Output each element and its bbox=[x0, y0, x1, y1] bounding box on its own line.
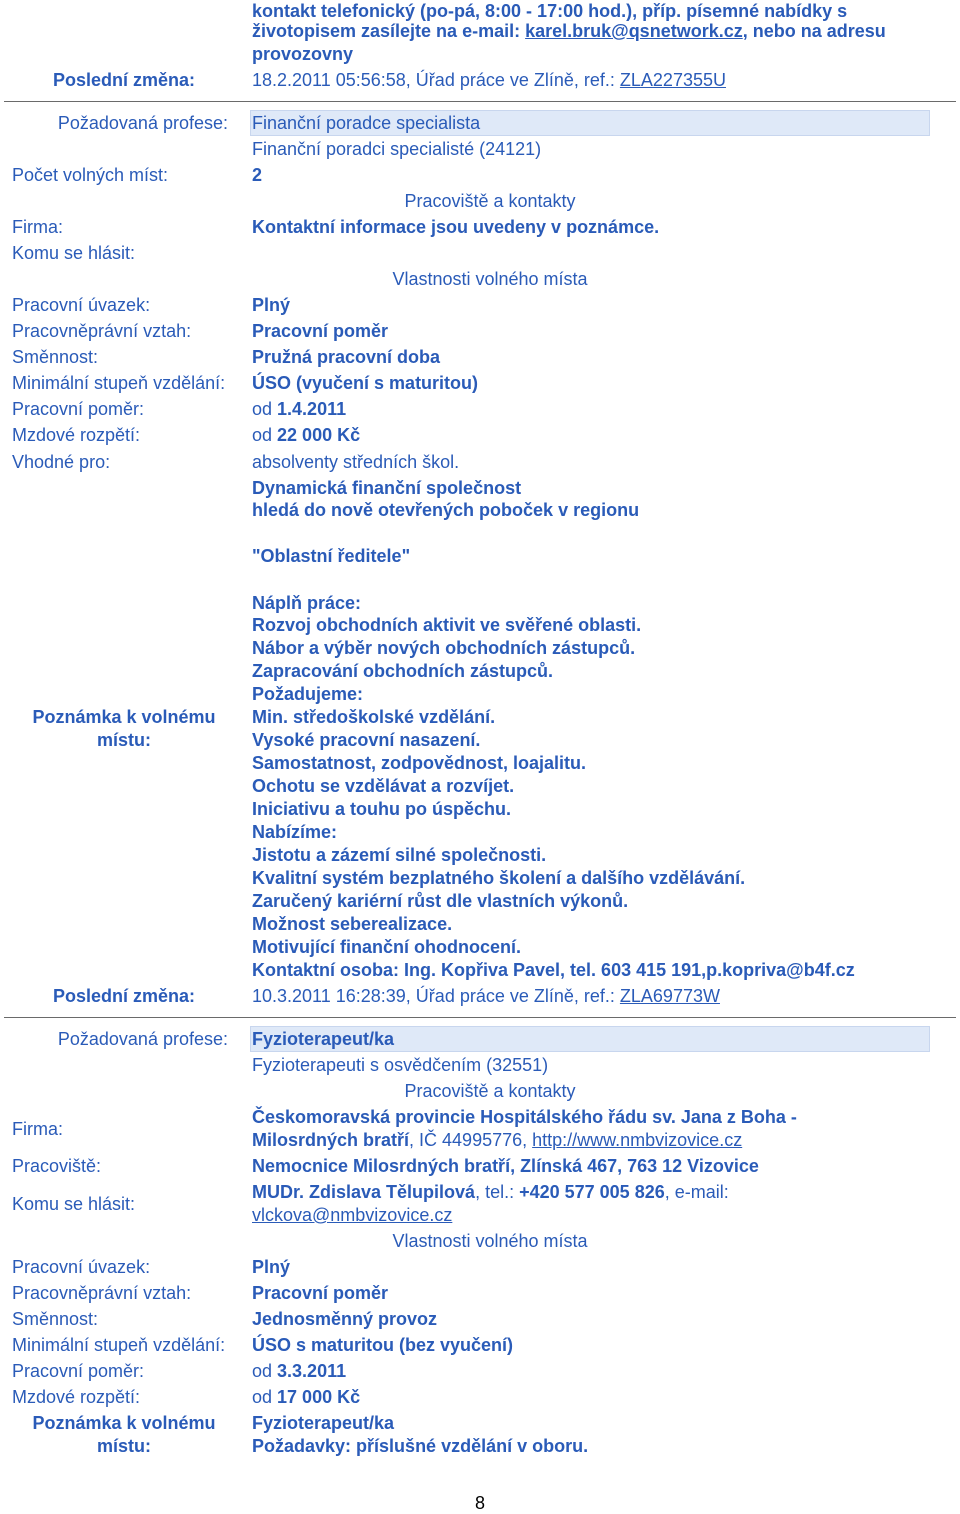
job1-employment-label: Pracovní poměr: bbox=[12, 399, 145, 419]
job2-employment bbox=[252, 1360, 346, 1382]
job2-relation: Pracovní poměr bbox=[252, 1283, 389, 1303]
job1-note-line: "Oblastní ředitele" bbox=[252, 546, 411, 566]
job2-firm-label: Firma: bbox=[12, 1119, 63, 1139]
job1-note-line: Jistotu a zázemí silné společnosti. bbox=[252, 845, 547, 865]
job1-note-line: Nábor a výběr nových obchodních zástupců. bbox=[252, 638, 636, 658]
job2-relation-label: Pracovněprávní vztah: bbox=[12, 1283, 192, 1303]
job1-relation: Pracovní poměr bbox=[252, 321, 389, 341]
prev-contact-line-3: provozovny bbox=[252, 44, 354, 64]
job2-salary-amount: 17 000 Kč bbox=[277, 1387, 361, 1407]
job2-education: ÚSO s maturitou (bez vyučení) bbox=[252, 1335, 514, 1355]
job1-workplace-heading: Pracoviště a kontakty bbox=[404, 191, 576, 211]
prev-last-change-text: 18.2.2011 05:56:58, Úřad práce ve Zlíně, ref.: bbox=[252, 70, 620, 90]
job2-firm-name: Milosrdných bratří bbox=[252, 1130, 410, 1150]
job2-employment-prefix: od bbox=[252, 1361, 278, 1381]
job2-contact-tel: +420 577 005 826 bbox=[519, 1182, 665, 1202]
prev-contact-line-2 bbox=[252, 20, 886, 42]
job1-last-change-value bbox=[252, 985, 720, 1007]
job1-props-heading: Vlastnosti volného místa bbox=[392, 269, 588, 289]
job2-workplace-label: Pracoviště: bbox=[12, 1156, 102, 1176]
job1-education: ÚSO (vyučení s maturitou) bbox=[252, 373, 479, 393]
section-divider bbox=[4, 1017, 956, 1018]
prev-contact-text-end: , nebo na adresu bbox=[742, 21, 886, 41]
job1-contact-label: Komu se hlásit: bbox=[12, 243, 136, 263]
job1-workload-label: Pracovní úvazek: bbox=[12, 295, 151, 315]
job1-note-line: Požadujeme: bbox=[252, 684, 364, 704]
job1-suitable: absolventy středních škol. bbox=[252, 452, 460, 472]
job2-firm-line-2 bbox=[252, 1129, 742, 1151]
job2-shift: Jednosměnný provoz bbox=[252, 1309, 438, 1329]
prev-contact-email-link[interactable]: karel.bruk@qsnetwork.cz bbox=[525, 21, 743, 41]
job2-salary-label: Mzdové rozpětí: bbox=[12, 1387, 141, 1407]
job1-profession: Finanční poradce specialista bbox=[252, 113, 481, 133]
job2-shift-label: Směnnost: bbox=[12, 1309, 99, 1329]
job2-salary bbox=[252, 1386, 360, 1408]
job1-note-label-2: místu: bbox=[97, 730, 151, 750]
job2-education-label: Minimální stupeň vzdělání: bbox=[12, 1335, 226, 1355]
job2-contact-name: MUDr. Zdislava Tělupilová bbox=[252, 1182, 476, 1202]
job1-positions: 2 bbox=[252, 165, 263, 185]
job2-firm-line-1: Českomoravská provincie Hospitálského řádu sv. Jana z Boha - bbox=[252, 1107, 797, 1127]
prev-last-change-value bbox=[252, 69, 726, 91]
job1-note-line: Iniciativu a touhu po úspěchu. bbox=[252, 799, 512, 819]
job1-note-line: Zapracování obchodních zástupců. bbox=[252, 661, 554, 681]
job1-workload: Plný bbox=[252, 295, 291, 315]
job1-note-line: Zaručený kariérní růst dle vlastních výkonů. bbox=[252, 891, 629, 911]
job1-suitable-label: Vhodné pro: bbox=[12, 452, 111, 472]
job1-note-label: Poznámka k volnému bbox=[32, 707, 216, 727]
job2-profession-label: Požadovaná profese: bbox=[57, 1029, 228, 1049]
job1-note-line: Kvalitní systém bezplatného školení a dalšího vzdělávání. bbox=[252, 868, 746, 888]
job1-employment-date: 1.4.2011 bbox=[277, 399, 347, 419]
job1-note-line: Samostatnost, zodpovědnost, loajalitu. bbox=[252, 753, 587, 773]
job1-note-line: hledá do nově otevřených poboček v regionu bbox=[252, 500, 640, 520]
job2-salary-prefix: od bbox=[252, 1387, 278, 1407]
job2-firm-ico: , IČ 44995776, bbox=[409, 1130, 533, 1150]
job1-note-line: Vysoké pracovní nasazení. bbox=[252, 730, 481, 750]
job1-shift: Pružná pracovní doba bbox=[252, 347, 441, 367]
job2-note-label: Poznámka k volnému bbox=[32, 1413, 216, 1433]
job1-note-line: Nabízíme: bbox=[252, 822, 338, 842]
job1-salary-label: Mzdové rozpětí: bbox=[12, 425, 141, 445]
job2-workload: Plný bbox=[252, 1257, 291, 1277]
job2-contact-line-1 bbox=[252, 1181, 729, 1203]
job1-profession-label: Požadovaná profese: bbox=[57, 113, 228, 133]
job2-contact-tel-label: , tel.: bbox=[475, 1182, 520, 1202]
job2-employment-date: 3.3.2011 bbox=[277, 1361, 347, 1381]
job2-note-line-2: Požadavky: příslušné vzdělání v oboru. bbox=[252, 1436, 589, 1456]
job1-employment bbox=[252, 398, 346, 420]
job2-workload-label: Pracovní úvazek: bbox=[12, 1257, 151, 1277]
prev-contact-line-1: kontakt telefonický (po-pá, 8:00 - 17:00 hod.), příp. písemné nabídky s bbox=[252, 1, 848, 21]
job1-note-line: Možnost seberealizace. bbox=[252, 914, 453, 934]
job1-ref-link[interactable]: ZLA69773W bbox=[619, 986, 720, 1006]
job2-contact-mail-label: , e-mail: bbox=[664, 1182, 729, 1202]
job1-relation-label: Pracovněprávní vztah: bbox=[12, 321, 192, 341]
job2-contact-line-2 bbox=[252, 1204, 452, 1226]
job1-note-line: Ochotu se vzdělávat a rozvíjet. bbox=[252, 776, 515, 796]
job1-employment-prefix: od bbox=[252, 399, 278, 419]
job1-salary-prefix: od bbox=[252, 425, 278, 445]
page-number: 8 bbox=[474, 1493, 485, 1513]
job2-firm-url-link[interactable]: http://www.nmbvizovice.cz bbox=[532, 1130, 743, 1150]
job1-note-line: Náplň práce: bbox=[252, 593, 362, 613]
job1-shift-label: Směnnost: bbox=[12, 347, 99, 367]
job1-firm-label: Firma: bbox=[12, 217, 63, 237]
job1-positions-label: Počet volných míst: bbox=[12, 165, 169, 185]
job1-firm: Kontaktní informace jsou uvedeny v poznámce. bbox=[252, 217, 660, 237]
job1-note-line: Motivující finanční ohodnocení. bbox=[252, 937, 521, 957]
prev-contact-text: životopisem zasílejte na e-mail: bbox=[252, 21, 526, 41]
job2-employment-label: Pracovní poměr: bbox=[12, 1361, 145, 1381]
prev-last-change-label: Poslední změna: bbox=[52, 70, 196, 90]
prev-ref-link[interactable]: ZLA227355U bbox=[619, 70, 726, 90]
job1-salary bbox=[252, 424, 360, 446]
job1-note-line: Rozvoj obchodních aktivit ve svěřené oblasti. bbox=[252, 615, 642, 635]
job2-props-heading: Vlastnosti volného místa bbox=[392, 1231, 588, 1251]
job2-workplace-heading: Pracoviště a kontakty bbox=[404, 1081, 576, 1101]
job2-workplace: Nemocnice Milosrdných bratří, Zlínská 467, 763 12 Vizovice bbox=[252, 1156, 759, 1176]
job1-salary-amount: 22 000 Kč bbox=[277, 425, 361, 445]
job1-last-change-text: 10.3.2011 16:28:39, Úřad práce ve Zlíně, ref.: bbox=[252, 986, 620, 1006]
job2-note-label-2: místu: bbox=[97, 1436, 151, 1456]
job1-education-label: Minimální stupeň vzdělání: bbox=[12, 373, 226, 393]
job1-profession-sub: Finanční poradci specialisté (24121) bbox=[252, 139, 542, 159]
job2-note-line-1: Fyzioterapeut/ka bbox=[252, 1413, 395, 1433]
job2-profession-sub: Fyzioterapeuti s osvědčením (32551) bbox=[252, 1055, 549, 1075]
job1-note-line: Kontaktní osoba: Ing. Kopřiva Pavel, tel. 603 415 191,p.kopriva@b4f.cz bbox=[252, 960, 855, 980]
job2-profession: Fyzioterapeut/ka bbox=[252, 1029, 395, 1049]
job2-contact-label: Komu se hlásit: bbox=[12, 1194, 136, 1214]
job2-contact-email-link[interactable]: vlckova@nmbvizovice.cz bbox=[252, 1205, 453, 1225]
section-divider bbox=[4, 101, 956, 102]
job1-note-line: Min. středoškolské vzdělání. bbox=[252, 707, 496, 727]
job1-last-change-label: Poslední změna: bbox=[52, 986, 196, 1006]
job1-note-line: Dynamická finanční společnost bbox=[252, 478, 522, 498]
